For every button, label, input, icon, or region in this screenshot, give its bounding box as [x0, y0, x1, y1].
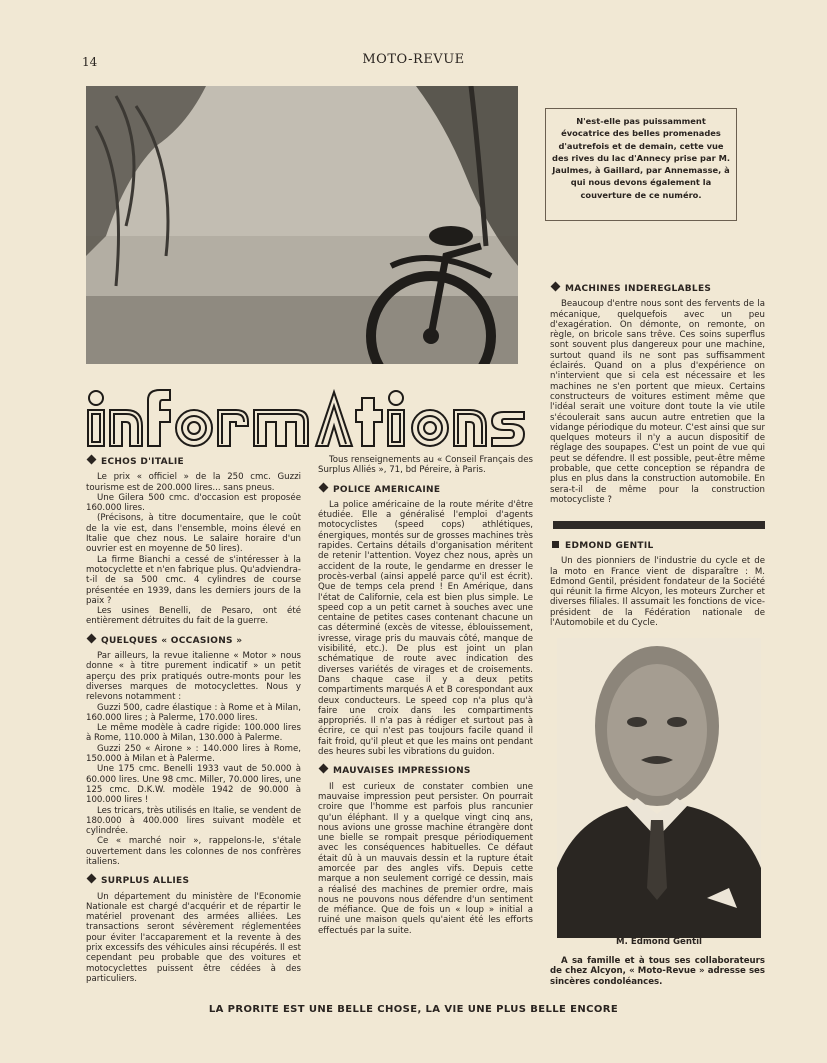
paragraph: Les tricars, très utilisés en Italie, se vendent de 180.000 à 400.000 lires suivant modèle et cylindrée.: [86, 805, 301, 837]
paragraph: La firme Bianchi a cessé de s'intéresser à la motocyclette et n'en fabrique plus. Qu'adviendra-t-il de sa 500 cmc. 4 cylindres de course présentée en 1939, dans les derniers jours de la paix ?: [86, 554, 301, 606]
diamond-bullet-icon: [551, 282, 561, 292]
diamond-bullet-icon: [87, 455, 97, 465]
letter-t: [356, 398, 382, 446]
paragraph: (Précisons, à titre documentaire, que le coût de la vie est, dans l'ensemble, moins élevé en Italie que chez nous. Le salaire horaire d'un ouvrier est en moyenne de 50 lires).: [86, 513, 301, 555]
column-right: [550, 283, 765, 505]
running-head: MOTO-REVUE: [362, 52, 465, 67]
paragraph: Une 175 cmc. Benelli 1933 vaut de 50.000 à 60.000 lires. Une 98 cmc. Miller, 70.000 lires, une 125 cmc. D.K.W. modèle 1942 de 90.000 à 100.000 lires !: [86, 764, 301, 806]
footer-motto: LA PRORITE EST UNE BELLE CHOSE, LA VIE UNE PLUS BELLE ENCORE: [208, 1004, 619, 1015]
paragraph: Guzzi 500, cadre élastique : à Rome et à Milan, 160.000 lires ; à Palerme, 170.000 lires.: [86, 702, 301, 723]
portrait-illustration: [557, 638, 761, 938]
paragraph: Les usines Benelli, de Pesaro, ont été entièrement détruites du fait de la guerre.: [86, 606, 301, 627]
diamond-bullet-icon: [87, 633, 97, 643]
column-left: [86, 452, 301, 984]
column-middle: [318, 455, 533, 936]
paragraph: Il est curieux de constater combien une mauvaise impression peut persister. On pourrait croire que l'homme est parfois plus rancunier qu'un éléphant. Il y a quelque vingt cinq ans, nous avions une grosse machine étrangère dont une bielle se rompait presque périodiquement avec les conséquences habituelles. Ce défaut était dû à un mauvais dessin et la rupture était amorcée par des angles vifs. Depuis cette marque a non seulement corrigé ce dessin, mais a réalisé des machines de premier ordre, mais nous ne pouvons nous défendre d'un sentiment de méfiance. Que de fois un « loup » initial a ruiné une maison quels qu'aient été les efforts effectués par la suite.: [318, 781, 533, 936]
letter-s: [492, 412, 524, 446]
section-heading-machines: [550, 283, 765, 294]
section-heading-echos: [86, 456, 301, 467]
letter-a: [316, 392, 352, 446]
letter-o: [176, 410, 212, 446]
section-heading-police: [318, 484, 533, 495]
paragraph: Un département du ministère de l'Economie Nationale est chargé d'acquérir et de répartir le matériel provenant des armées alliées. Les transactions seront sévèrement réglementées pour éviter l'accaparement et la revente à des prix excessifs des véhicules ainsi récupérés. Il est cependant peu probable que des voitures et motocyclettes puissent être cédées à des particuliers.: [86, 891, 301, 984]
section-heading-occasions: [86, 635, 301, 646]
gentil-title: EDMOND GENTIL: [565, 541, 654, 551]
paragraph: Une Gilera 500 cmc. d'occasion est proposée 160.000 lires.: [86, 492, 301, 514]
occasions-title: QUELQUES « OCCASIONS »: [101, 635, 243, 646]
diamond-bullet-icon: [319, 764, 329, 774]
mauvaises-title: MAUVAISES IMPRESSIONS: [333, 766, 471, 777]
letter-i: [88, 391, 104, 446]
paragraph: Tous renseignements au « Conseil Français des Surplus Alliés », 71, bd Péreire, à Paris.: [318, 455, 533, 476]
photo-caption: N'est-elle pas puissamment évocatrice des belles promenades d'autrefois et de demain, cette vue des rives du lac d'Annecy prise par M. Jaulmes, à Gaillard, par Annemasse, à qui nous devons également la couverture de ce numéro.: [545, 108, 737, 221]
echos-title: ECHOS D'ITALIE: [101, 457, 184, 467]
section-rule: [553, 521, 765, 529]
paragraph: Un des pionniers de l'industrie du cycle et de la moto en France vient de disparaître : M. Edmond Gentil, président fondateur de la Société qui réunit la firme Alcyon, les moteurs Zurcher et diverses filiales. Il assumait les fonctions de vice-président de la Fédération nationale de l'Automobile et du Cycle.: [550, 556, 765, 629]
lake-photo-illustration: [86, 86, 518, 364]
paragraph: Ce « marché noir », rappelons-le, s'étale ouvertement dans les colonnes de nos confrères italiens.: [86, 836, 301, 867]
informations-banner: [86, 388, 528, 450]
paragraph: Le prix « officiel » de la 250 cmc. Guzzi tourisme est de 200.000 lires... sans pneus.: [86, 472, 301, 493]
diamond-bullet-icon: [87, 874, 97, 884]
letter-o2: [412, 410, 448, 446]
lake-photo: [86, 86, 518, 364]
section-heading-surplus: [86, 875, 301, 886]
paragraph: Guzzi 250 « Airone » : 140.000 lires à Rome, 150.000 à Milan et à Palerme.: [86, 743, 301, 765]
paragraph: Par ailleurs, la revue italienne « Motor » nous donne « à titre purement indicatif » un petit aperçu des prix pratiqués outre-monts pour les diverses marques de motocyclettes. Nous y relevons notamment :: [86, 651, 301, 703]
letter-n: [110, 410, 142, 446]
letter-r: [218, 410, 248, 446]
section-heading-mauvaises: [318, 765, 533, 776]
letter-m: [254, 410, 308, 446]
section-heading-gentil: [550, 541, 765, 551]
portrait-caption: M. Edmond Gentil: [616, 937, 702, 947]
page-number: 14: [82, 55, 98, 69]
banner-lettering: [86, 388, 528, 450]
condolences: [550, 956, 765, 987]
surplus-title: SURPLUS ALLIES: [101, 876, 190, 887]
condolences-text: A sa famille et à tous ses collaborateurs de chez Alcyon, « Moto-Revue » adresse ses sincères condoléances.: [550, 956, 765, 987]
machines-title: MACHINES INDEREGLABLES: [565, 284, 712, 294]
letter-n2: [454, 410, 486, 446]
square-bullet-icon: [552, 541, 559, 548]
diamond-bullet-icon: [319, 482, 329, 492]
column-right-lower: [550, 541, 765, 628]
portrait-photo: [557, 638, 761, 938]
paragraph: Beaucoup d'entre nous sont des fervents de la mécanique, quelquefois avec un peu d'exagération. On démonte, on remonte, on règle, on bricole sans trêve. Ces soins superflus sont souvent plus dangereux pour une machine, surtout quand ils ne sont pas suffisamment éclairés. Quand on a plus d'expérience on n'intervient que si cela est nécessaire et les machines ne s'en portent que mieux. Certains constructeurs de voitures estiment même que l'idéal serait une voiture dont toute la vie utile s'écoulerait sans aucun autre entretien que la vidange périodique du moteur. C'est ainsi que sur quelques moteurs il n'y a aucun dispositif de réglage des soupapes. C'est un point de vue qui peut se défendre. Il est possible, peut-être même probable, que cette conception se répandra de plus en plus dans la construction automobile. En sera-t-il de même pour la construction motocycliste ?: [550, 299, 765, 505]
letter-f: [148, 390, 170, 446]
paragraph: La police américaine de la route mérite d'être étudiée. Elle a généralisé l'emploi d'agents motocyclistes (speed cops) athlétiques, énergiques, montés sur de grosses machines très rapides. Certains détails d'organisation méritent de retenir l'attention. Voyez chez nous, après un accident de la route, le gendarme en dresser le procès-verbal (ainsi appelé parce qu'il est écrit). Que de temps cela prend ! En Amérique, dans l'état de Californie, cela est bien plus simple. Le speed cop a un petit carnet à souches avec une centaine de petites cases contenant chacune un cas déterminé (excès de vitesse, éblouissement, ivresse, virage pris du mauvais côté, manque de visibilité, etc.). De plus est joint un plan schématique de route avec indication des diverses variétés de virages et de croisements. Dans chaque case il y a deux petits compartiments marqués A et B corespondant aux deux conducteurs. Le speed cop n'a plus qu'à faire une croix dans les compartiments appropriés. Il n'a pas à rédiger et surtout pas à écrire, ce qui n'est pas toujours facile quand il fait froid, qu'il pleut et que les mains ont pendant des heures subi les vibrations du guidon.: [318, 499, 533, 758]
letter-i2: [388, 391, 404, 446]
police-title: POLICE AMERICAINE: [333, 484, 441, 495]
paragraph: Le même modèle à cadre rigide: 100.000 lires à Rome, 110.000 à Milan, 130.000 à Palerme.: [86, 723, 301, 744]
